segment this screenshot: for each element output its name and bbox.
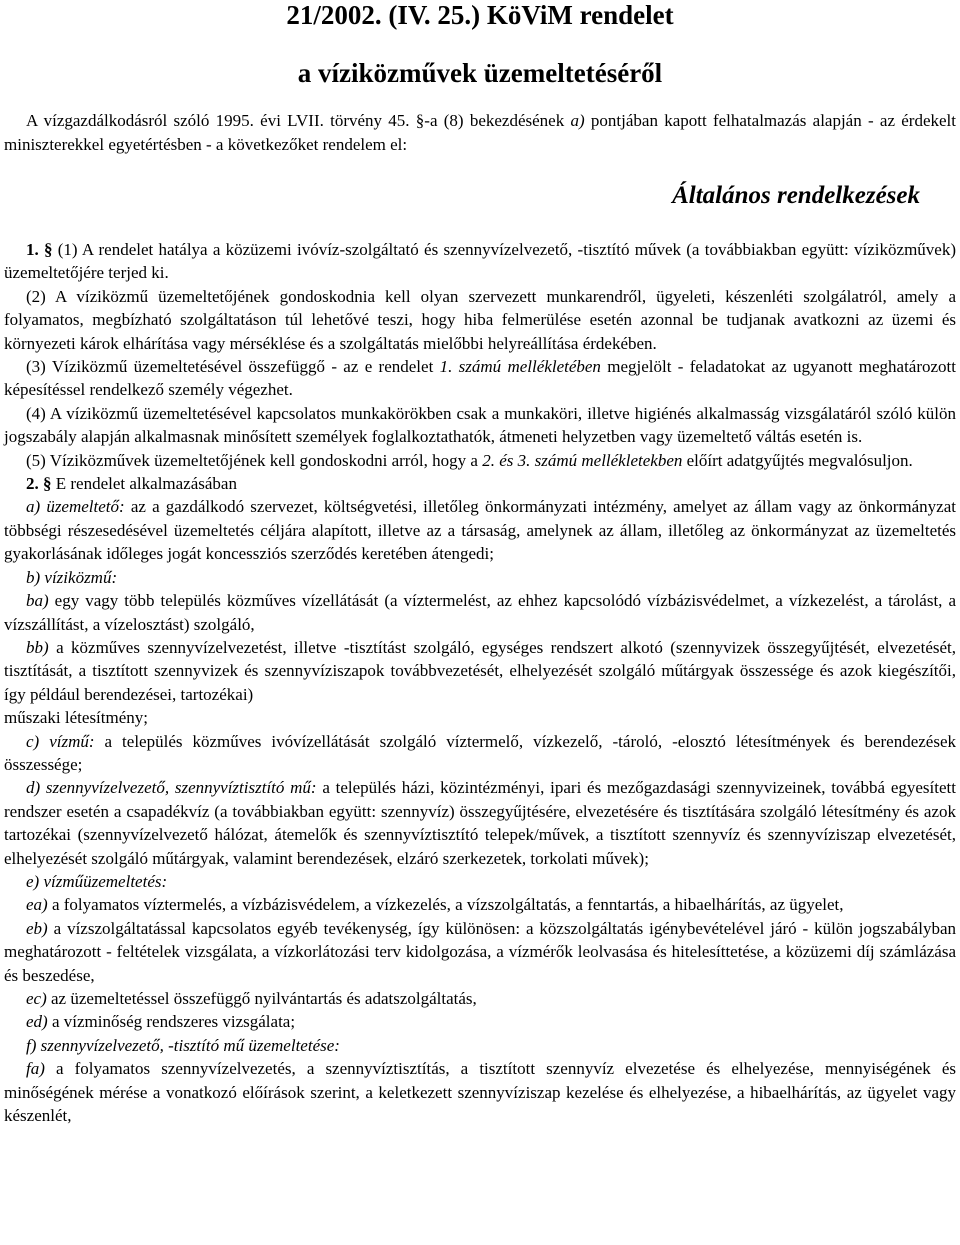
section-1-para-3-text-b: megjelölt - feladatokat az ugyanott meghatározott képesítéssel rendelkező személy végezhet.: [4, 357, 956, 400]
definition-a-text: az a gazdálkodó szervezet, költségvetési, illetőleg önkormányzati intézmény, amelyet az állam vagy az önkormányzat többségi részesedésével üzemeltetés céljára alapított, illetve az a társaság, amelynek az állam, illetőleg az önkormányzat az üzemeltetés gyakorlásának időleges jogát koncessziós szerződés keretében átengedi;: [4, 497, 956, 564]
definition-c: [4, 730, 956, 777]
definition-a: [4, 495, 956, 565]
definition-d-label: d) szennyvízelvezető, szennyvíztisztító mű:: [26, 778, 317, 798]
section-1-number: 1. §: [26, 240, 53, 259]
section-1-para-5-text-a: (5) Víziközművek üzemeltetőjének kell gondoskodni arról, hogy a: [26, 450, 483, 470]
definition-a-label: a) üzemeltető:: [26, 497, 125, 517]
definition-ea-text: a folyamatos víztermelés, a vízbázisvédelem, a vízkezelés, a vízszolgáltatás, a fenntartás, a hibaelhárítás, az ügyelet,: [47, 895, 844, 915]
definition-d: [4, 776, 956, 870]
definition-ed-label: ed): [26, 1012, 48, 1032]
definition-b: [4, 566, 956, 589]
definition-bb: [4, 636, 956, 706]
section-2-number: 2. §: [26, 474, 52, 494]
definition-eb-text: a vízszolgáltatással kapcsolatos egyéb tevékenység, így különösen: a közszolgáltatás igénybevételével járó - külön jogszabályban meghatározott - feltételek vizsgálata, a vízkorlátozási terv kidolgozása, a vízmérők leolvasása és hitelesíttetése, a közüzemi díj számlázása és beszedése,: [4, 918, 956, 985]
definition-ba-text: egy vagy több település közműves vízellátását (a víztermelést, az ehhez kapcsolódó vízbázisvédelmet, a vízkezelést, a tárolást, a vízszállítást, a vízelosztást) szolgáló,: [4, 591, 956, 634]
document-subtitle: a víziközművek üzemeltetéséről: [297, 58, 663, 88]
section-1-para-1-text: (1) A rendelet hatálya a közüzemi ivóvíz-szolgáltató és szennyvízelvezető, -tisztító művek (a továbbiakban együtt: víziközművek) üzemeltetőjére terjed ki.: [4, 240, 957, 283]
section-1-para-5-italic: 2. és 3. számú mellékletekben: [482, 450, 683, 470]
definition-bb-label: bb): [26, 637, 49, 657]
definition-fa-text: a folyamatos szennyvízelvezetés, a szennyvíztisztítás, a tisztított szennyvíz elvezetése és elhelyezése, mennyiségének és minőségének mérése a vonatkozó előírások szerint, a keletkezett szennyvíziszap kezelése és elhelyezése, a hibaelhárítás, az ügyelet vagy készenlét,: [4, 1059, 956, 1126]
definition-ec-text: az üzemeltetéssel összefüggő nyilvántartás és adatszolgáltatás,: [46, 989, 477, 1008]
definition-d-text: a település házi, közintézményi, ipari és mezőgazdasági szennyvizeinek, továbbá egyesített rendszer esetén a csapadékvíz (a továbbiakban együtt: szennyvíz) összegyűjtésére, elvezetésére és tisztítására szolgáló létesítmény és azok tartozékai (szennyvízelvezető hálózat, átemelők és szennyvíztisztító telepek/művek, a tisztított szennyvíz és szennyvíziszap elvezetését, elhelyezését szolgáló műtárgyak, valamint berendezések, elzáró szerkezetek, torkolati művek);: [4, 778, 956, 868]
definition-fa-label: fa): [26, 1059, 45, 1079]
section-1-para-5: [4, 449, 956, 472]
section-1-para-3: [4, 355, 956, 402]
preamble-italic: a): [570, 111, 585, 130]
definition-c-label: c) vízmű:: [26, 731, 95, 751]
section-1-para-1: [4, 238, 956, 285]
definition-ec-label: ec): [26, 989, 47, 1008]
definition-eb: [4, 917, 956, 987]
section-1-para-5-text-b: előírt adatgyűjtés megvalósuljon.: [682, 450, 913, 470]
definition-ba: [4, 589, 956, 636]
preamble-text-1: A vízgazdálkodásról szóló 1995. évi LVII. törvény 45. §-a (8) bekezdésének: [26, 111, 571, 130]
document-body: [4, 238, 956, 1127]
definition-c-text: a település közműves ivóvízellátását szolgáló víztermelő, vízkezelő, -tároló, -elosztó létesítmények és berendezések összessége;: [4, 731, 956, 774]
definition-ba-label: ba): [26, 591, 49, 611]
section-2-intro-text: E rendelet alkalmazásában: [51, 474, 237, 494]
preamble: [4, 109, 956, 156]
definition-b-label: b) víziközmű:: [26, 567, 118, 587]
document-title: 21/2002. (IV. 25.) KöViM rendelet: [286, 0, 674, 30]
definition-e-label: e) vízműüzemeltetés:: [26, 871, 168, 891]
definition-ea: [4, 893, 956, 916]
definition-e: [4, 870, 956, 893]
section-1-para-4: (4) A víziközmű üzemeltetésével kapcsolatos munkakörökben csak a munkaköri, illetve higiénés alkalmasság vizsgálatáról szóló külön jogszabály alapján alkalmasnak minősített személyek foglalkoztathatók, átmeneti helyzetben vagy üzemeltető váltás esetén is.: [4, 403, 956, 447]
preamble-paragraph: [4, 109, 956, 156]
section-title: Általános rendelkezések: [672, 182, 920, 209]
definition-b-tail: műszaki létesítmény;: [4, 708, 148, 728]
definition-eb-label: eb): [26, 918, 48, 938]
definition-ed: [4, 1010, 956, 1033]
definition-f: [4, 1034, 956, 1057]
preamble-text-2: pontjában kapott felhatalmazás alapján - az érdekelt miniszterekkel egyetértésben - a következőket rendelem el:: [4, 111, 956, 154]
definition-fa: [4, 1057, 956, 1127]
definition-bb-text: a közműves szennyvízelvezetést, illetve -tisztítást szolgáló, egységes rendszert alkotó (szennyvizek összegyűjtését, elvezetését, tisztítását, a tisztított szennyvizek és szennyvíziszapok továbbvezetését, elhelyezését szolgáló műtárgyak összessége és azok kiegészítői, így például berendezései, tartozékai): [4, 637, 956, 704]
definition-ea-label: ea): [26, 895, 48, 915]
definition-f-label: f) szennyvízelvezető, -tisztító mű üzemeltetése:: [26, 1035, 340, 1055]
section-1-para-3-text-a: (3) Víziközmű üzemeltetésével összefüggő - az e rendelet: [26, 357, 440, 377]
section-2-intro: [4, 472, 956, 495]
definition-ed-text: a vízminőség rendszeres vizsgálata;: [47, 1012, 296, 1032]
definition-ec: [4, 987, 956, 1010]
section-1-para-2: (2) A víziközmű üzemeltetőjének gondoskodnia kell olyan szervezett munkarendről, ügyeleti, készenléti szolgálatról, amely a folyamatos, megbízható szolgáltatáson túl lehetővé teszi, hogy hiba felmerülése esetén azonnal be tudjanak avatkozni az üzemi és környezeti károk elhárítása vagy mérséklése és a szolgáltatás mielőbbi helyreállítása érdekében.: [4, 286, 956, 353]
section-1-para-3-italic: 1. számú mellékletében: [439, 357, 601, 377]
